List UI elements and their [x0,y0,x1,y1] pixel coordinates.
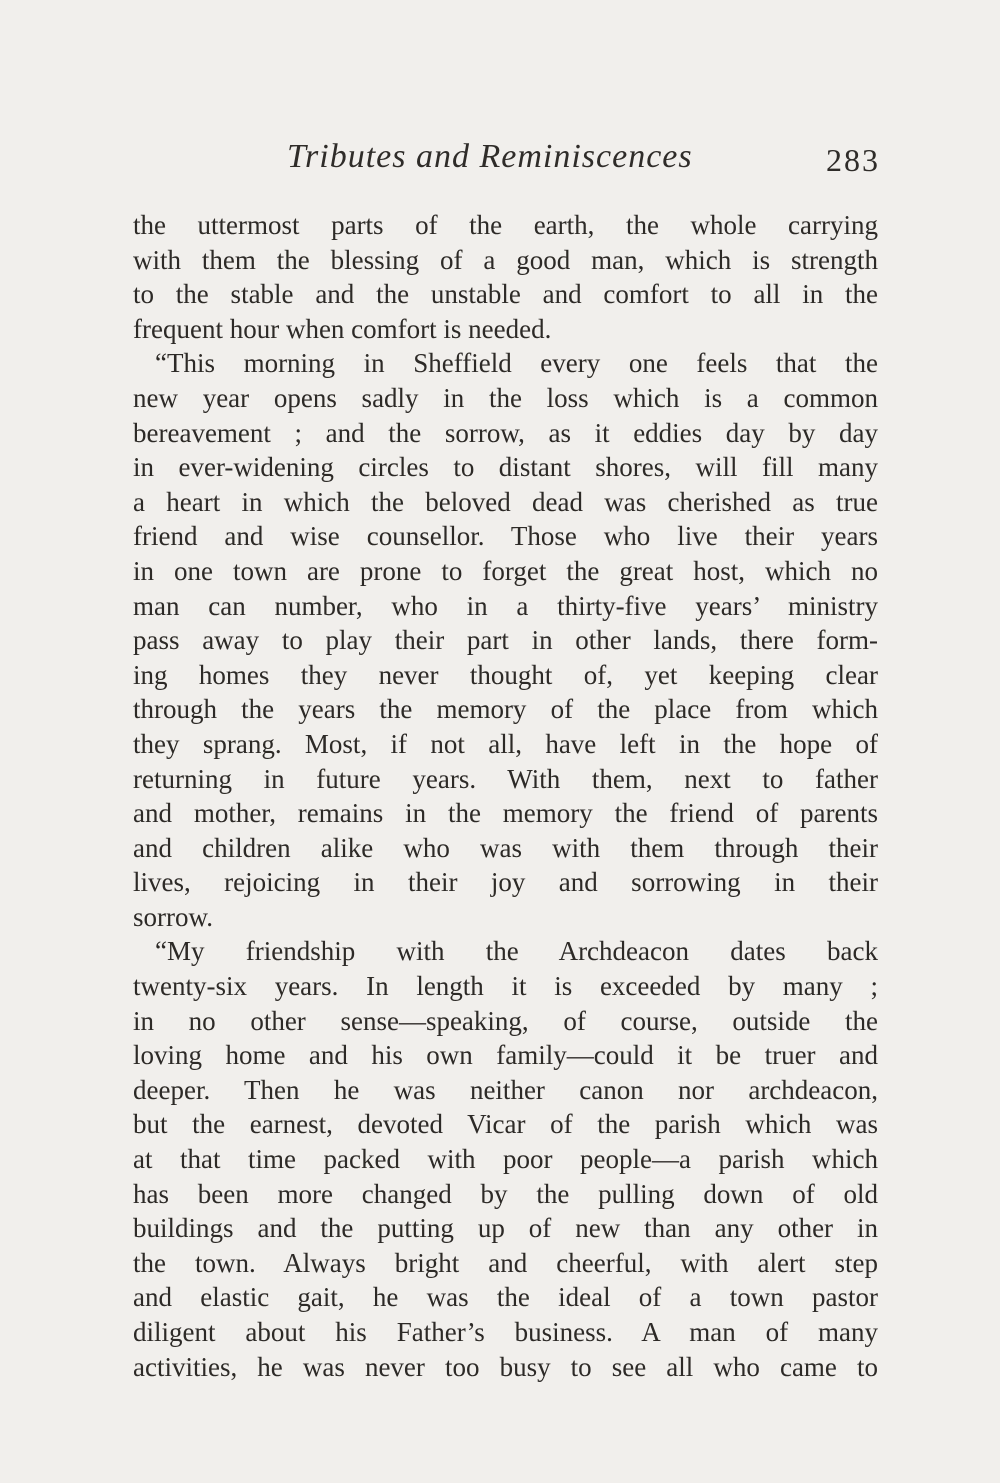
text-line: sorrow. [133,901,213,932]
text-line: in one town are prone to forget the great host, which no [133,555,878,586]
text-line: diligent about his Father’s business. A man of many [133,1317,878,1347]
text-line: has been more changed by the pulling down of old [133,1178,878,1209]
text-line: twenty-six years. In length it is exceeded by many ; [133,971,878,1002]
text-line: new year opens sadly in the loss which is a common [133,382,878,413]
text-line: man can number, who in a thirty-five years’ ministry [133,590,878,621]
text-line: friend and wise counsellor. Those who live their years [133,521,878,552]
text-line: and elastic gait, he was the ideal of a town pastor [133,1282,878,1313]
text-line: deeper. Then he was neither canon nor archdeacon, [133,1074,878,1105]
text-line: the town. Always bright and cheerful, with alert step [133,1247,878,1278]
text-line: and mother, remains in the memory the friend of parents [133,798,878,829]
text-line: in ever-widening circles to distant shores, will fill many [133,452,878,483]
text-line: “This morning in Sheffield every one feels that the [155,348,878,379]
page-number: 283 [826,142,880,178]
text-line: frequent hour when comfort is needed. [133,313,552,344]
text-line: ing homes they never thought of, yet keeping clear [133,659,878,690]
text-line: pass away to play their part in other lands, there form- [133,625,878,656]
text-line: through the years the memory of the place from which [133,694,878,725]
text-line: loving home and his own family—could it be truer and [133,1040,878,1071]
text-line: a heart in which the beloved dead was cherished as true [133,486,878,517]
text-line: in no other sense—speaking, of course, outside the [133,1005,878,1036]
text-line: to the stable and the unstable and comfort to all in the [133,279,878,310]
text-line: they sprang. Most, if not all, have left in the hope of [133,728,878,759]
running-head [130,138,880,178]
text-line: and children alike who was with them through their [133,832,878,863]
text-line: the uttermost parts of the earth, the whole carrying [133,210,878,240]
text-line: at that time packed with poor people—a parish which [133,1144,878,1175]
text-line: but the earnest, devoted Vicar of the parish which was [133,1109,878,1140]
text-line: lives, rejoicing in their joy and sorrowing in their [133,867,878,898]
text-line: “My friendship with the Archdeacon dates back [155,936,878,967]
text-line: bereavement ; and the sorrow, as it eddies day by day [133,417,878,448]
text-line: returning in future years. With them, next to father [133,763,878,794]
body-text [133,208,878,1384]
running-title: Tributes and Reminiscences [287,138,693,175]
text-line: with them the blessing of a good man, which is strength [133,244,878,275]
text-line: buildings and the putting up of new than any other in [133,1213,878,1244]
text-line: activities, he was never too busy to see all who came to [133,1351,878,1382]
